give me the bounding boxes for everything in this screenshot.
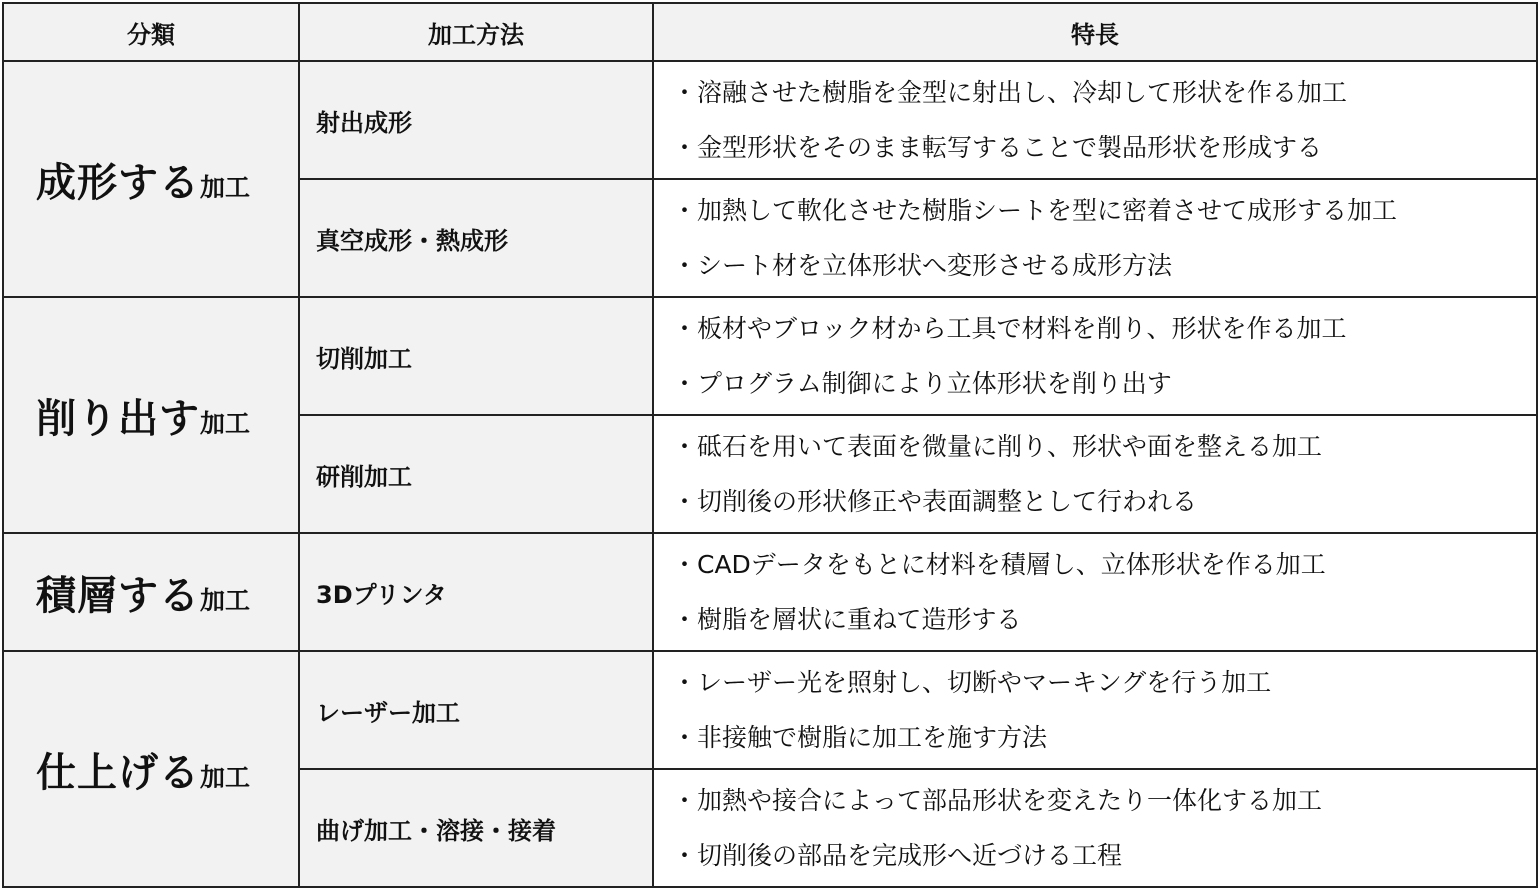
- category-cell: [3, 61, 299, 297]
- features-cell: [653, 533, 1537, 651]
- category-label: 積層する: [36, 572, 200, 619]
- method-cell: 曲げ加工・溶接・接着: [299, 769, 653, 887]
- method-cell: レーザー加工: [299, 651, 653, 769]
- category-suffix: 加工: [200, 585, 251, 615]
- method-cell: 研削加工: [299, 415, 653, 533]
- category-cell: [3, 533, 299, 651]
- feature-line: ・切削後の形状修正や表面調整として行われる: [672, 487, 1198, 516]
- method-cell: 真空成形・熱成形: [299, 179, 653, 297]
- method-cell: 射出成形: [299, 61, 653, 179]
- category-cell: [3, 651, 299, 887]
- category-label: 成形する: [36, 159, 200, 206]
- feature-line: ・切削後の部品を完成形へ近づける工程: [672, 841, 1123, 870]
- category-cell: [3, 297, 299, 533]
- features-cell: [653, 651, 1537, 769]
- category-suffix: 加工: [200, 172, 251, 202]
- feature-line: ・加熱して軟化させた樹脂シートを型に密着させて成形する加工: [672, 196, 1398, 225]
- feature-line: ・レーザー光を照射し、切断やマーキングを行う加工: [672, 668, 1272, 697]
- table-row: [3, 61, 1537, 179]
- feature-line: ・金型形状をそのまま転写することで製品形状を形成する: [672, 133, 1323, 162]
- feature-line: ・プログラム制御により立体形状を削り出す: [672, 369, 1172, 398]
- header-method: 加工方法: [299, 3, 653, 61]
- category-suffix: 加工: [200, 408, 251, 438]
- features-cell: [653, 179, 1537, 297]
- feature-line: ・樹脂を層状に重ねて造形する: [672, 605, 1022, 634]
- features-cell: [653, 769, 1537, 887]
- feature-line: ・CADデータをもとに材料を積層し、立体形状を作る加工: [672, 550, 1326, 579]
- features-cell: [653, 297, 1537, 415]
- method-cell: 3Dプリンタ: [299, 533, 653, 651]
- header-row: [3, 3, 1537, 61]
- header-category: 分類: [3, 3, 299, 61]
- feature-line: ・非接触で樹脂に加工を施す方法: [672, 723, 1048, 752]
- feature-line: ・加熱や接合によって部品形状を変えたり一体化する加工: [672, 786, 1323, 815]
- table-row: [3, 297, 1537, 415]
- category-suffix: 加工: [200, 762, 251, 792]
- category-label: 仕上げる: [36, 749, 200, 796]
- feature-line: ・シート材を立体形状へ変形させる成形方法: [672, 251, 1173, 280]
- feature-line: ・溶融させた樹脂を金型に射出し、冷却して形状を作る加工: [672, 78, 1348, 107]
- method-cell: 切削加工: [299, 297, 653, 415]
- processing-methods-table: [2, 2, 1538, 888]
- header-features: 特長: [653, 3, 1537, 61]
- feature-line: ・板材やブロック材から工具で材料を削り、形状を作る加工: [672, 314, 1347, 343]
- feature-line: ・砥石を用いて表面を微量に削り、形状や面を整える加工: [672, 432, 1323, 461]
- table-row: [3, 651, 1537, 769]
- table-row: [3, 533, 1537, 651]
- features-cell: [653, 415, 1537, 533]
- features-cell: [653, 61, 1537, 179]
- category-label: 削り出す: [36, 395, 200, 442]
